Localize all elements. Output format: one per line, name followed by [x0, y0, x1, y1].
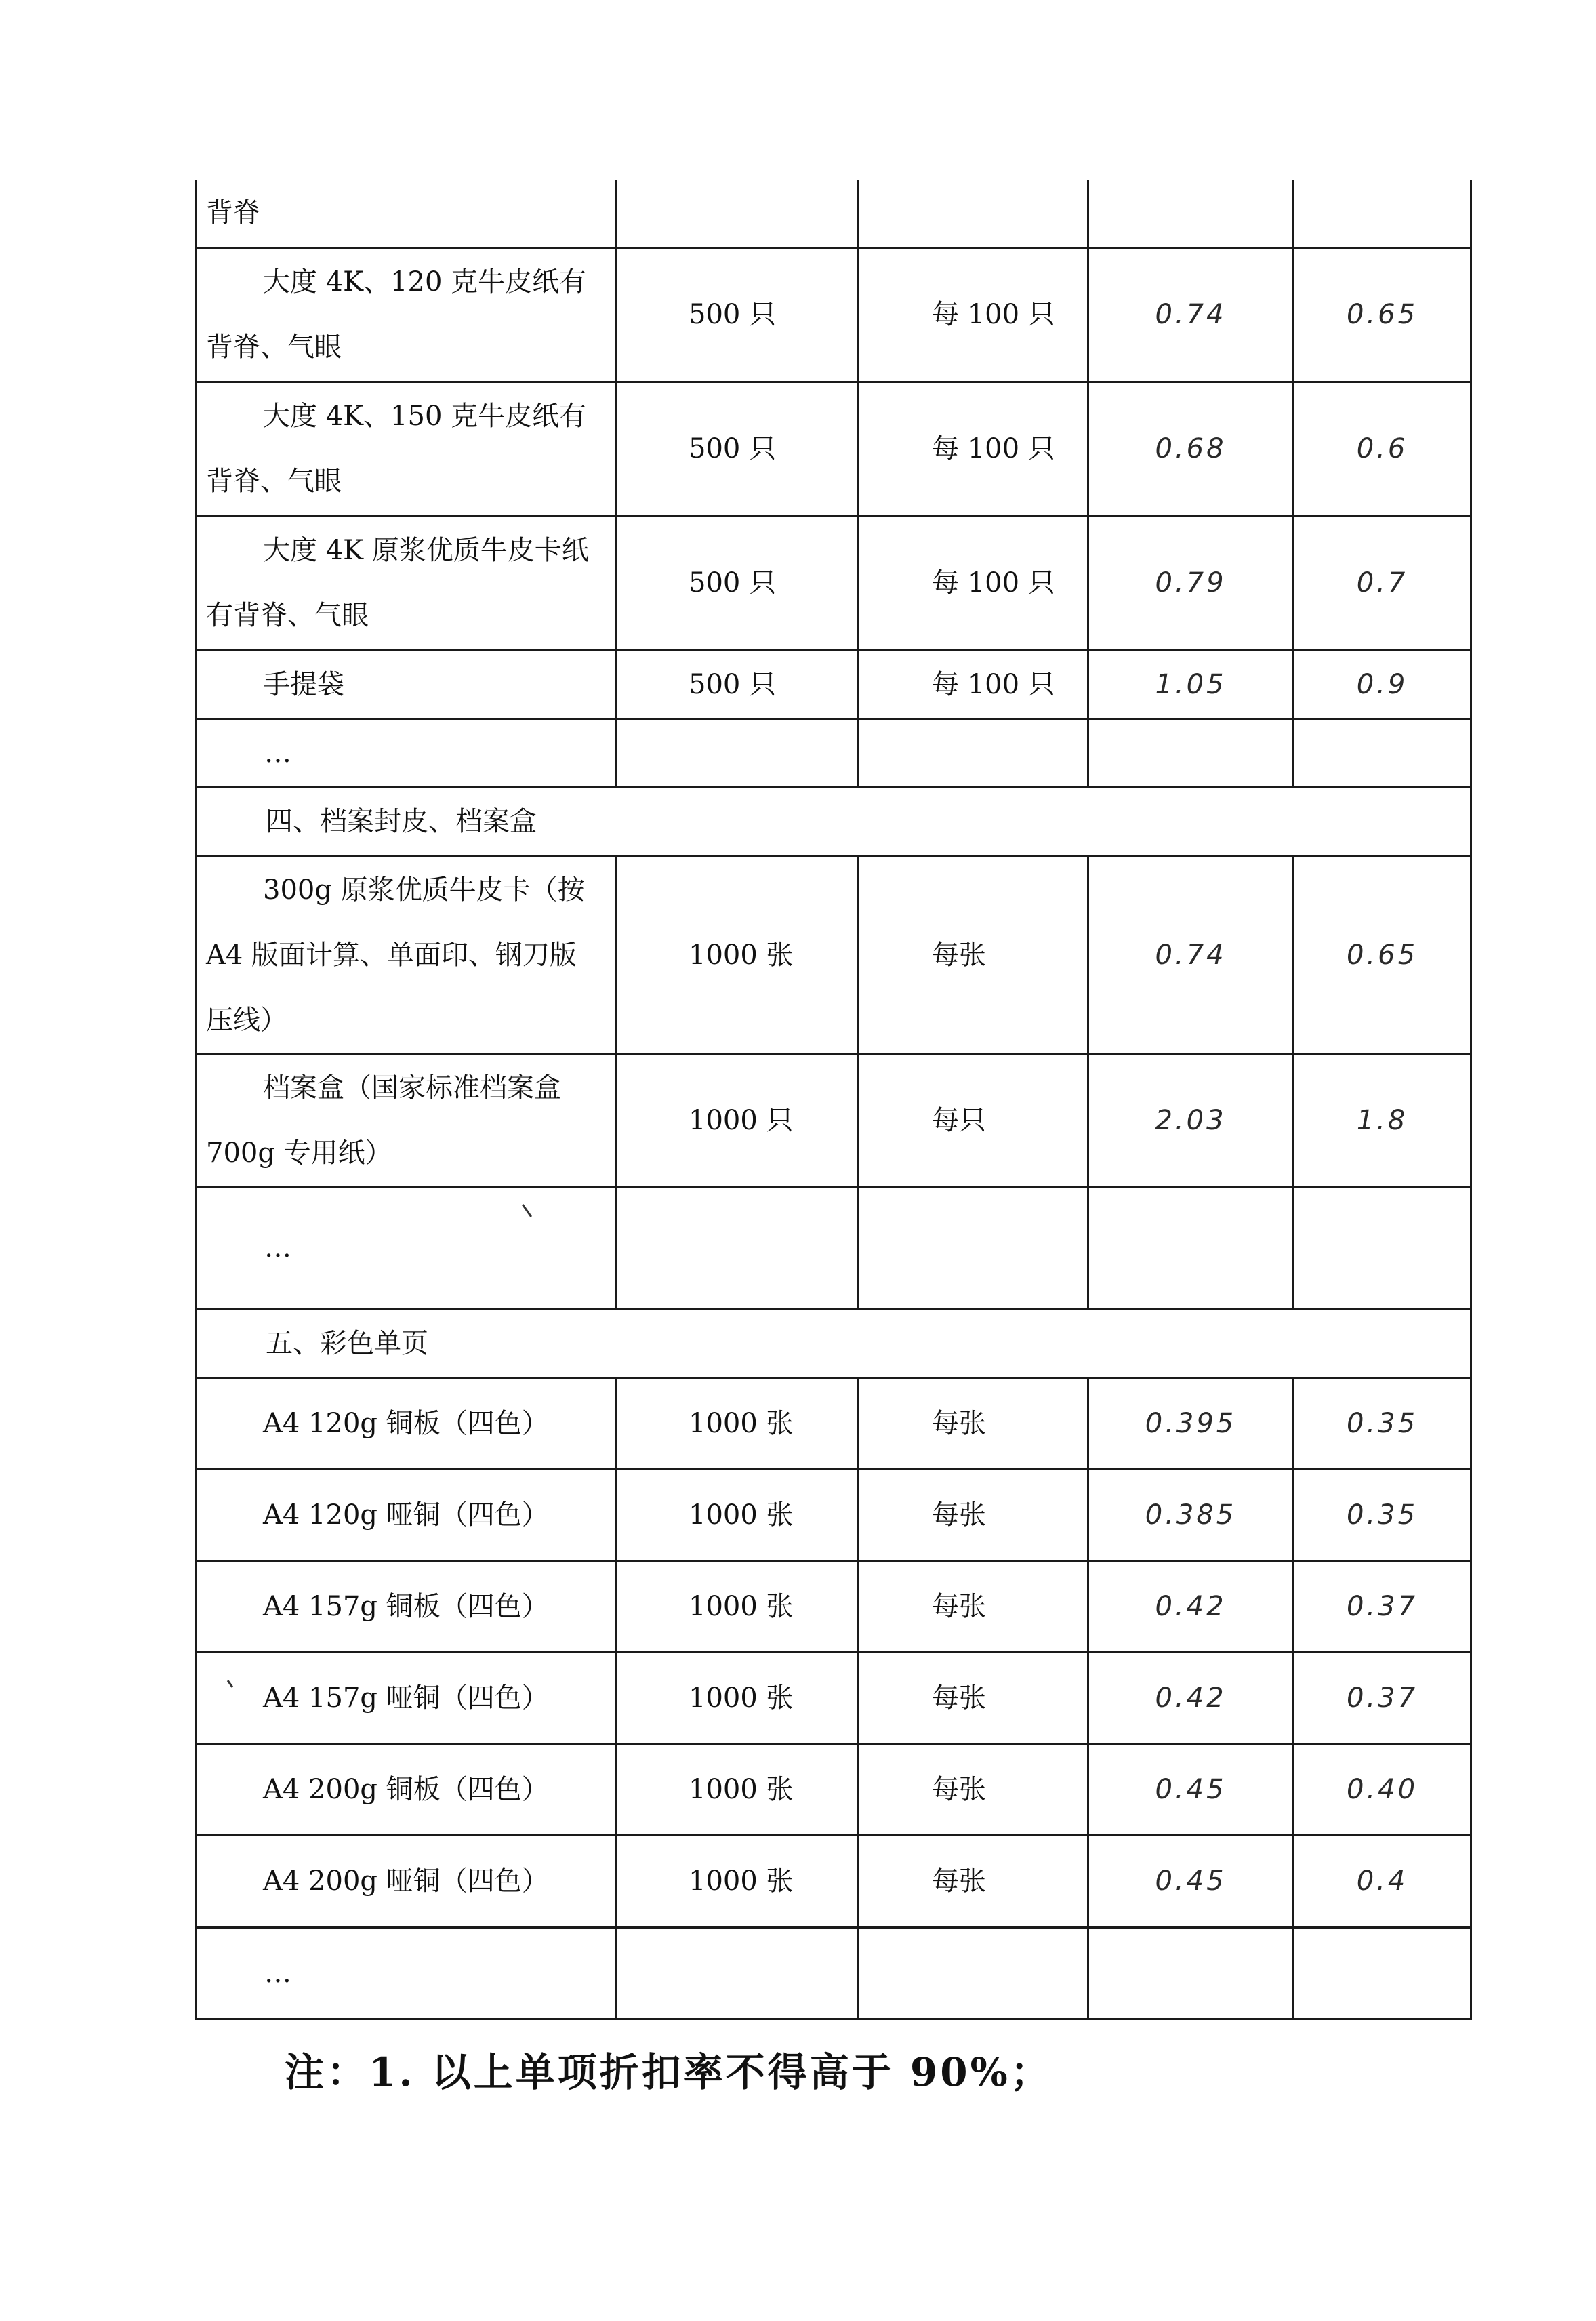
- item-name-cell: [196, 1377, 617, 1469]
- section-row: [196, 787, 1471, 855]
- empty-cell: [617, 719, 858, 787]
- item-name-line: A4 200g 铜板（四色）: [263, 1773, 549, 1805]
- handwritten-price-b: 0.35: [1294, 1469, 1471, 1560]
- quantity-cell: 1000 张: [617, 1469, 858, 1560]
- handwritten-price-b: 0.6: [1294, 382, 1471, 516]
- item-name-cell: [196, 382, 617, 516]
- item-name-line: 手提袋: [263, 668, 344, 700]
- handwritten-price-b: 0.65: [1294, 247, 1471, 382]
- item-name-line: 压线）: [206, 1004, 287, 1036]
- handwritten-price-b: 0.35: [1294, 1377, 1471, 1469]
- unit-cell: 每只: [858, 1054, 1088, 1187]
- quantity-cell: 1000 张: [617, 1835, 858, 1927]
- item-name-cell: [196, 855, 617, 1054]
- empty-cell: [1088, 719, 1294, 787]
- empty-cell: [617, 1927, 858, 2019]
- table-row: [196, 516, 1471, 650]
- ellipsis-row: [196, 1927, 1471, 2019]
- item-name-cell: [196, 1560, 617, 1652]
- item-name-line: 有背脊、气眼: [206, 600, 369, 631]
- item-name-line: A4 157g 哑铜（四色）: [263, 1682, 549, 1714]
- empty-cell: [1088, 1187, 1294, 1309]
- item-name-line: A4 120g 铜板（四色）: [263, 1407, 549, 1439]
- handwritten-price-b: 1.8: [1294, 1054, 1471, 1187]
- unit-cell: 每 100 只: [858, 650, 1088, 719]
- quantity-cell: 1000 张: [617, 1560, 858, 1652]
- price-table: [195, 180, 1472, 2020]
- unit-cell: 每 100 只: [858, 247, 1088, 382]
- handwritten-price-b: 0.9: [1294, 650, 1471, 719]
- handwritten-price-a: 0.68: [1088, 382, 1294, 516]
- unit-cell: 每张: [858, 1560, 1088, 1652]
- handwritten-price-a: 0.385: [1088, 1469, 1294, 1560]
- handwritten-price-b: 0.37: [1294, 1560, 1471, 1652]
- item-name-cell: [196, 180, 617, 247]
- handwritten-price-b: 0.4: [1294, 1835, 1471, 1927]
- section-row: [196, 1309, 1471, 1377]
- handwritten-price-a: 0.79: [1088, 516, 1294, 650]
- item-name-line: A4 120g 哑铜（四色）: [263, 1499, 549, 1531]
- quantity-cell: 500 只: [617, 382, 858, 516]
- ellipsis-cell: …: [196, 719, 617, 787]
- handwritten-price-b: 0.7: [1294, 516, 1471, 650]
- table-row: [196, 1652, 1471, 1743]
- unit-cell: [858, 180, 1088, 247]
- quantity-cell: 500 只: [617, 516, 858, 650]
- handwritten-price-a: 0.395: [1088, 1377, 1294, 1469]
- unit-cell: 每张: [858, 1835, 1088, 1927]
- handwritten-price-a: 0.74: [1088, 855, 1294, 1054]
- handwritten-price-a: 0.74: [1088, 247, 1294, 382]
- unit-cell: 每张: [858, 1377, 1088, 1469]
- item-name-line: 背脊、气眼: [206, 466, 342, 497]
- ellipsis-row: [196, 719, 1471, 787]
- item-name-line: 大度 4K、150 克牛皮纸有: [263, 401, 587, 432]
- unit-cell: 每 100 只: [858, 516, 1088, 650]
- quantity-cell: 1000 张: [617, 1377, 858, 1469]
- table-row: [196, 247, 1471, 382]
- empty-cell: [1294, 719, 1471, 787]
- quantity-cell: 1000 张: [617, 855, 858, 1054]
- item-name-line: A4 版面计算、单面印、钢刀版: [206, 939, 577, 971]
- table-row: [196, 1377, 1471, 1469]
- handwritten-price-a: [1088, 180, 1294, 247]
- item-name-line: 700g 专用纸）: [206, 1137, 392, 1169]
- item-name-cell: [196, 516, 617, 650]
- empty-cell: [1294, 1927, 1471, 2019]
- item-name-cell: [196, 1652, 617, 1743]
- ellipsis-cell: …: [196, 1187, 617, 1309]
- handwritten-price-b: 0.65: [1294, 855, 1471, 1054]
- table-row: [196, 1469, 1471, 1560]
- quantity-cell: 1000 张: [617, 1652, 858, 1743]
- quantity-cell: 1000 只: [617, 1054, 858, 1187]
- item-name-cell: [196, 1054, 617, 1187]
- table-row: [196, 382, 1471, 516]
- handwritten-price-b: 0.37: [1294, 1652, 1471, 1743]
- unit-cell: 每张: [858, 1652, 1088, 1743]
- quantity-cell: 500 只: [617, 247, 858, 382]
- item-name-cell: [196, 650, 617, 719]
- item-name-line: 大度 4K 原浆优质牛皮卡纸: [263, 535, 589, 566]
- item-name-cell: [196, 1469, 617, 1560]
- handwritten-price-a: 1.05: [1088, 650, 1294, 719]
- handwritten-price-b: 0.40: [1294, 1743, 1471, 1835]
- table-row: [196, 1835, 1471, 1927]
- item-name-line: 300g 原浆优质牛皮卡（按: [263, 874, 585, 906]
- empty-cell: [1088, 1927, 1294, 2019]
- unit-cell: 每张: [858, 855, 1088, 1054]
- handwritten-price-a: 0.45: [1088, 1835, 1294, 1927]
- ellipsis-row: [196, 1187, 1471, 1309]
- table-row: [196, 180, 1471, 247]
- item-name-line: 背脊: [206, 197, 260, 229]
- unit-cell: 每张: [858, 1743, 1088, 1835]
- unit-cell: 每 100 只: [858, 382, 1088, 516]
- handwritten-price-a: 0.42: [1088, 1560, 1294, 1652]
- footnote: 注：1. 以上单项折扣率不得高于 90%；: [285, 2049, 1052, 2095]
- ellipsis-cell: …: [196, 1927, 617, 2019]
- item-name-line: 档案盒（国家标准档案盒: [263, 1072, 561, 1104]
- empty-cell: [617, 1187, 858, 1309]
- quantity-cell: 500 只: [617, 650, 858, 719]
- table-row: [196, 855, 1471, 1054]
- unit-cell: 每张: [858, 1469, 1088, 1560]
- item-name-cell: [196, 1835, 617, 1927]
- handwritten-price-a: 0.45: [1088, 1743, 1294, 1835]
- item-name-cell: [196, 1743, 617, 1835]
- handwritten-price-a: 0.42: [1088, 1652, 1294, 1743]
- section-heading: 五、彩色单页: [196, 1309, 1471, 1377]
- section-heading: 四、档案封皮、档案盒: [196, 787, 1471, 855]
- table-row: [196, 1054, 1471, 1187]
- quantity-cell: 1000 张: [617, 1743, 858, 1835]
- item-name-line: 背脊、气眼: [206, 331, 342, 363]
- handwritten-price-a: 2.03: [1088, 1054, 1294, 1187]
- price-table-body: [196, 180, 1471, 2019]
- table-row: [196, 1743, 1471, 1835]
- item-name-line: A4 200g 哑铜（四色）: [263, 1865, 549, 1897]
- handwritten-price-b: [1294, 180, 1471, 247]
- table-row: [196, 650, 1471, 719]
- item-name-cell: [196, 247, 617, 382]
- empty-cell: [858, 1187, 1088, 1309]
- empty-cell: [858, 1927, 1088, 2019]
- item-name-line: 大度 4K、120 克牛皮纸有: [263, 266, 587, 298]
- quantity-cell: [617, 180, 858, 247]
- empty-cell: [858, 719, 1088, 787]
- empty-cell: [1294, 1187, 1471, 1309]
- item-name-line: A4 157g 铜板（四色）: [263, 1590, 549, 1622]
- table-row: [196, 1560, 1471, 1652]
